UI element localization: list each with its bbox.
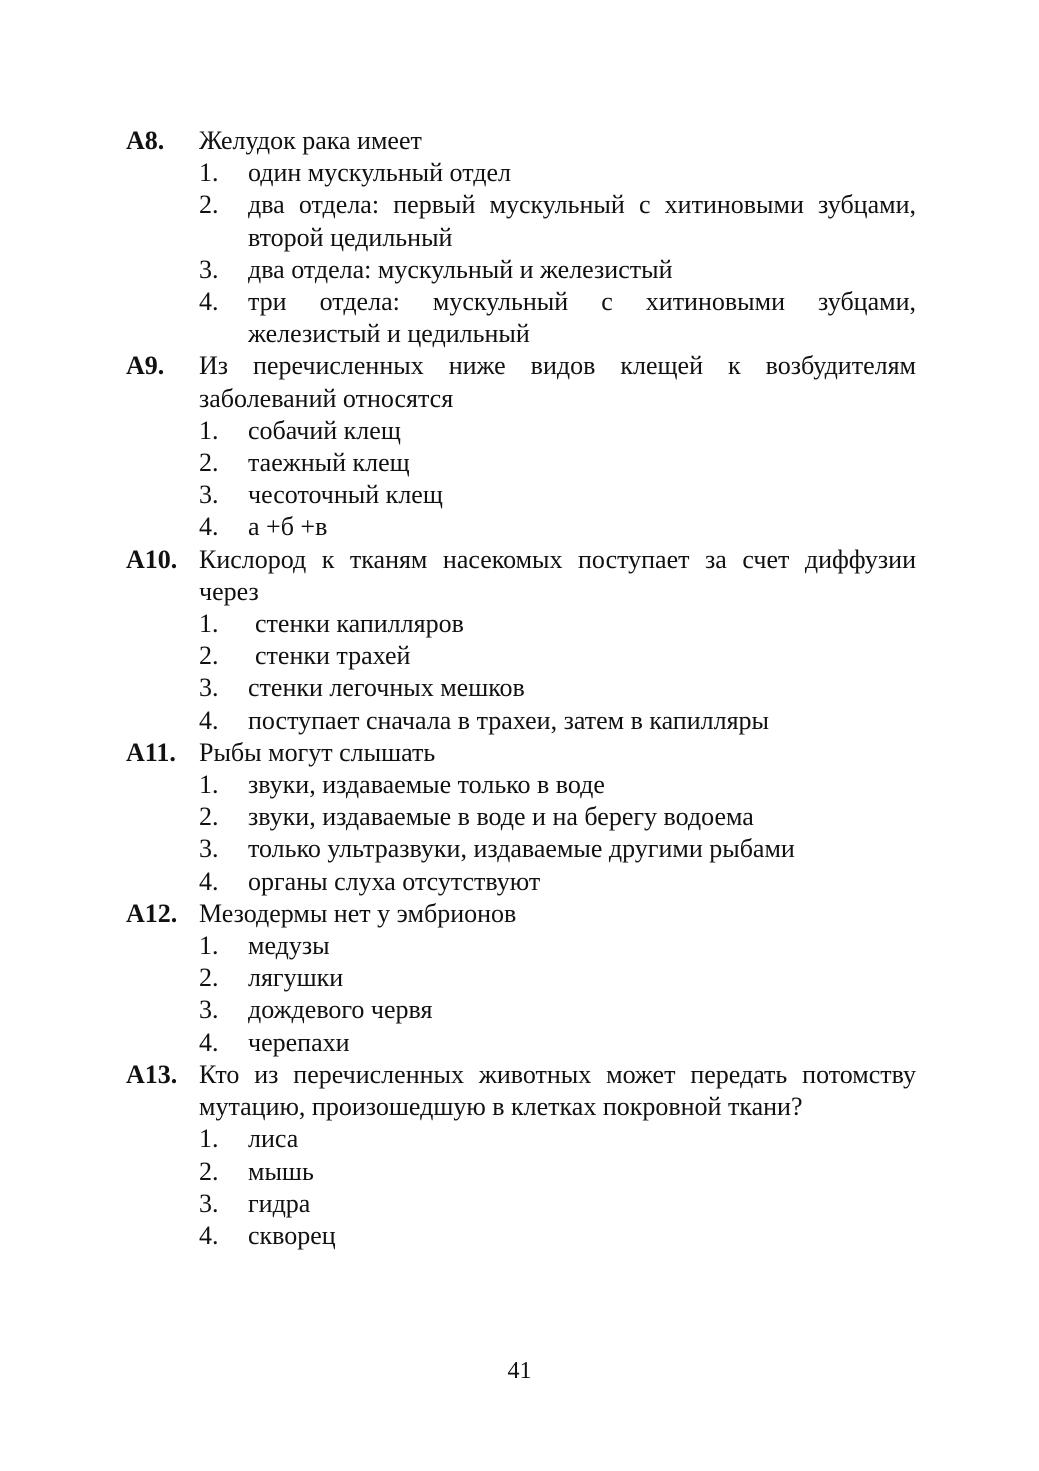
answer-option	[199, 994, 916, 1026]
option-text: стенки легочных мешков	[248, 673, 525, 703]
option-text: два отдела: первый мускульный с хитиновыми зубцами, второй цедильный	[248, 190, 916, 252]
question-number: А8.	[126, 126, 165, 155]
option-number: 4.	[199, 866, 219, 896]
question-text: Кто из перечисленных животных может передать потомству мутацию, произошедшую в клетках покровной ткани?	[199, 1059, 916, 1122]
option-number: 4.	[199, 512, 219, 542]
answer-options	[199, 1123, 916, 1252]
option-text: дождевого червя	[248, 995, 433, 1025]
answer-option	[199, 447, 916, 479]
option-number: 1.	[199, 770, 219, 800]
option-number: 4.	[199, 1220, 219, 1250]
option-number: 3.	[199, 254, 219, 284]
option-text: собачий клещ	[248, 415, 401, 445]
option-text: стенки капилляров	[255, 609, 464, 639]
option-number: 3.	[199, 1188, 219, 1218]
option-text: скворец	[248, 1220, 336, 1250]
question-number: А10.	[126, 544, 178, 574]
option-text: поступает сначала в трахеи, затем в капилляры	[248, 705, 770, 735]
option-number: 4.	[199, 287, 219, 317]
answer-option	[199, 640, 916, 672]
answer-option	[199, 866, 916, 898]
question-a11	[126, 737, 916, 898]
question-list	[126, 125, 916, 1252]
option-text: звуки, издаваемые только в воде	[248, 770, 605, 800]
answer-options	[199, 157, 916, 350]
option-text: лягушки	[248, 963, 344, 993]
question-a8	[126, 125, 916, 350]
option-number: 2.	[199, 190, 219, 220]
question-text: Рыбы могут слышать	[199, 737, 436, 767]
answer-option	[199, 254, 916, 286]
option-number: 4.	[199, 705, 219, 735]
option-text: только ультразвуки, издаваемые другими рыбами	[248, 834, 795, 864]
question-a12	[126, 898, 916, 1059]
option-text: стенки трахей	[255, 641, 411, 671]
answer-option	[199, 705, 916, 737]
option-number: 3.	[199, 995, 219, 1025]
answer-option	[199, 157, 916, 189]
answer-option	[199, 189, 916, 253]
option-number: 1.	[199, 158, 219, 188]
option-number: 3.	[199, 673, 219, 703]
option-number: 1.	[199, 931, 219, 961]
option-text: один мускульный отдел	[248, 158, 511, 188]
question-text: Кислород к тканям насекомых поступает за счет диффузии через	[199, 544, 916, 606]
answer-option	[199, 1220, 916, 1252]
option-text: органы слуха отсутствуют	[248, 866, 541, 896]
question-text: Мезодермы нет у эмбрионов	[199, 898, 517, 928]
answer-option	[199, 1188, 916, 1220]
answer-option	[199, 415, 916, 447]
option-number: 2.	[199, 448, 219, 478]
answer-option	[199, 930, 916, 962]
option-text: два отдела: мускульный и железистый	[248, 254, 673, 284]
option-text: гидра	[248, 1188, 311, 1218]
question-number: А12.	[126, 898, 178, 928]
answer-option	[199, 286, 916, 350]
question-number: А13.	[126, 1059, 178, 1089]
option-text: черепахи	[248, 1027, 350, 1057]
question-text: Из перечисленных ниже видов клещей к возбудителям заболеваний относятся	[199, 351, 916, 413]
answer-option	[199, 1027, 916, 1059]
option-text: чесоточный клещ	[248, 480, 443, 510]
question-text: Желудок рака имеет	[199, 126, 422, 155]
option-number: 2.	[199, 802, 219, 832]
answer-option	[199, 479, 916, 511]
option-text: а +б +в	[248, 512, 328, 542]
option-text: три отдела: мускульный с хитиновыми зубцами, железистый и цедильный	[248, 287, 916, 349]
option-text: таежный клещ	[248, 448, 410, 478]
question-a9	[126, 350, 916, 543]
question-number: А9.	[126, 351, 165, 381]
question-a10	[126, 544, 916, 737]
answer-option	[199, 1156, 916, 1188]
answer-option	[199, 801, 916, 833]
answer-option	[199, 511, 916, 543]
answer-option	[199, 833, 916, 865]
option-number: 1.	[199, 1124, 219, 1154]
answer-option	[199, 672, 916, 704]
option-text: лиса	[248, 1124, 299, 1154]
option-text: звуки, издаваемые в воде и на берегу водоема	[248, 802, 754, 832]
question-a13	[126, 1059, 916, 1252]
answer-options	[199, 415, 916, 544]
page-number: 41	[507, 1358, 532, 1384]
answer-option	[199, 962, 916, 994]
option-text: мышь	[248, 1156, 314, 1186]
answer-options	[199, 930, 916, 1059]
question-number: А11.	[126, 737, 176, 767]
option-number: 2.	[199, 1156, 219, 1186]
option-number: 2.	[199, 963, 219, 993]
option-text: медузы	[248, 931, 330, 961]
option-number: 1.	[199, 415, 219, 445]
option-number: 4.	[199, 1027, 219, 1057]
answer-option	[199, 608, 916, 640]
answer-option	[199, 1123, 916, 1155]
option-number: 3.	[199, 834, 219, 864]
option-number: 2.	[199, 641, 219, 671]
answer-option	[199, 769, 916, 801]
answer-options	[199, 608, 916, 737]
option-number: 1.	[199, 609, 219, 639]
option-number: 3.	[199, 480, 219, 510]
answer-options	[199, 769, 916, 898]
